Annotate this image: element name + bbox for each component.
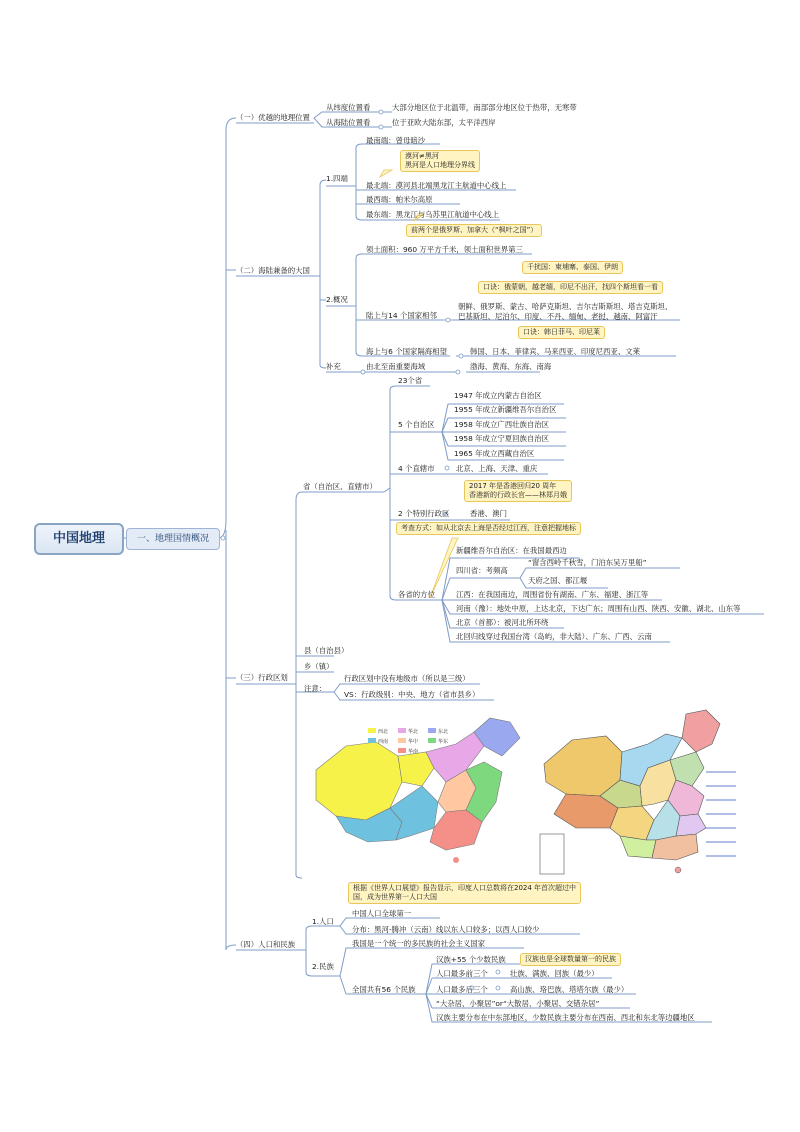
- note-heihe: 漠河≠黑河 黑河是人口地理分界线: [400, 150, 480, 172]
- note-pop: 根据《世界人口展望》报告显示，印度人口总数将在2024 年首次超过中 国，成为世界第一人口大国: [348, 882, 581, 904]
- pop-2: 分布：黑河-腾冲（云南）线以东人口较多；以西人口较少: [352, 925, 540, 934]
- sec3-title[interactable]: （三）行政区划: [236, 673, 288, 682]
- note-neighbors: 前两个是俄罗斯、加拿大（“枫叶之国”）: [406, 224, 542, 237]
- note-ganrao: 千扰国：柬埔寨、泰国、伊朗: [522, 261, 623, 274]
- prov-hainan: [675, 867, 681, 873]
- sec3-auto[interactable]: 5 个自治区: [398, 420, 435, 429]
- mz-last3-label: 人口最多后三个: [436, 985, 488, 994]
- legend-central: 华中: [408, 739, 419, 745]
- legend-southwest: 西南: [378, 739, 389, 745]
- sec2-bc-label: 由北至南重要海域: [366, 362, 426, 371]
- note-exam: 考查方式：如从北京去上海是否经过江西，注意把握地标: [396, 522, 581, 535]
- sec2-land-label: 陆上与14 个国家相邻: [366, 311, 437, 320]
- sec4-minzu[interactable]: 2.民族: [312, 962, 334, 971]
- sec3-zy2: VS：行政级别：中央、地方（省市县乡）: [344, 690, 480, 699]
- sec2-sea-countries: 韩国、日本、菲律宾、马来西亚、印度尼西亚、文莱: [470, 347, 640, 356]
- sec2-land-line2: 巴基斯坦、尼泊尔、印度、不丹、缅甸、老挝、越南、阿富汗: [458, 312, 658, 321]
- fw-jx: 江西：在我国南边，周围省份有湖南、广东、福建、浙江等: [456, 590, 649, 599]
- sec4-title[interactable]: （四）人口和民族: [236, 940, 296, 949]
- root-node[interactable]: 中国地理: [34, 523, 124, 555]
- sec3-zhuyi: 注意：: [304, 684, 327, 693]
- fw-sc: 四川省：考频高: [456, 566, 508, 575]
- fw-sc2: 天府之国、都江堰: [528, 576, 588, 585]
- sec2-title[interactable]: （二）海陆兼备的大国: [236, 266, 310, 275]
- island-hainan: [453, 857, 459, 863]
- note-koujue2: 口诀：韩日菲马、印尼莱: [518, 326, 605, 339]
- auto-item-1: 1947 年成立内蒙古自治区: [454, 391, 542, 400]
- sec2-bc-text: 渤海、黄海、东海、南海: [470, 362, 552, 371]
- fw-sc1: “窗含西岭千秋雪，门泊东吴万里船”: [528, 558, 647, 567]
- sec2-west: 最西端：帕米尔高原: [366, 195, 433, 204]
- sec3-p23: 23个省: [398, 376, 423, 385]
- sec2-gaikuang[interactable]: 2.概况: [326, 295, 348, 304]
- mz-dist: 汉族主要分布在中东部地区，少数民族主要分布在西南、西北和东北等边疆地区: [436, 1013, 695, 1022]
- sec2-buchong[interactable]: 补充: [326, 362, 341, 371]
- china-regions-map: [306, 712, 534, 872]
- sec1-lat-text: 大部分地区位于北温带，南部部分地区位于热带，无寒带: [392, 103, 577, 112]
- mz-top3: 壮族、满族、回族（最少）: [510, 969, 599, 978]
- auto-item-3: 1958 年成立广西壮族自治区: [454, 420, 550, 429]
- sec1-title[interactable]: （一）优越的地理位置: [236, 113, 310, 122]
- fw-hn: 河南（豫）：地处中原，上达北京，下达广东；周围有山西、陕西、安徽、湖北、山东等: [456, 604, 741, 613]
- auto-item-2: 1955 年成立新疆维吾尔自治区: [454, 405, 557, 414]
- sec3-sar[interactable]: 2 个特别行政区: [398, 509, 450, 518]
- fw-bj: 北京（首都）：被河北所环绕: [456, 618, 549, 627]
- pop-1: 中国人口全球第一: [352, 909, 412, 918]
- note-han: 汉族也是全球数量第一的民族: [520, 953, 621, 966]
- mz-mix: “大杂居、小聚居”or“大散居、小聚居、交错杂居”: [436, 999, 600, 1008]
- sec2-south: 最南端：曾母暗沙: [366, 136, 426, 145]
- sec2-north: 最北端：漠河县北端黑龙江主航道中心线上: [366, 181, 507, 190]
- sec3-muni-items: 北京、上海、天津、重庆: [456, 464, 538, 473]
- auto-item-5: 1965 年成立西藏自治区: [454, 449, 535, 458]
- legend-north: 华北: [408, 729, 419, 735]
- legend-northeast: 东北: [438, 729, 449, 735]
- legend-east: 华东: [438, 739, 449, 745]
- sec3-muni[interactable]: 4 个直辖市: [398, 464, 435, 473]
- auto-item-4: 1958 年成立宁夏回族自治区: [454, 434, 550, 443]
- overview-node[interactable]: 一、地理国情概况: [126, 528, 220, 550]
- mz-top3-label: 人口最多前三个: [436, 969, 488, 978]
- sec1-lat-label: 从纬度位置看: [326, 103, 371, 112]
- sec1-sea-label: 从海陆位置看: [326, 118, 371, 127]
- mz-1: 我国是一个统一的多民族的社会主义国家: [352, 939, 486, 948]
- mz-label: 全国共有56 个民族: [352, 985, 416, 994]
- sec3-zy1: 行政区划中没有地级市（所以是三级）: [344, 674, 470, 683]
- sec2-sidian[interactable]: 1.四端: [326, 174, 348, 183]
- legend-northwest: 西北: [378, 729, 389, 735]
- sec3-fangwei[interactable]: 各省的方位: [398, 590, 435, 599]
- legend-south: 华南: [408, 749, 419, 755]
- fw-xj: 新疆维吾尔自治区：在我国最西边: [456, 546, 567, 555]
- mz-han: 汉族+55 个少数民族: [436, 955, 506, 964]
- sec2-east: 最东端：黑龙江与乌苏里江航道中心线上: [366, 210, 500, 219]
- sec2-sea-label: 海上与6 个国家隔海相望: [366, 347, 447, 356]
- sec3-province[interactable]: 省（自治区、直辖市）: [303, 482, 377, 491]
- note-koujue1: 口诀：俄蒙朝，越老缅，印尼不出汗，找四个斯坦看一看: [478, 281, 663, 294]
- mz-last3: 高山族、珞巴族、塔塔尔族（最少）: [510, 985, 629, 994]
- sec2-land-line1: 朝鲜、俄罗斯、蒙古、哈萨克斯坦、吉尔吉斯斯坦、塔吉克斯坦、: [458, 302, 673, 311]
- china-provinces-map: [536, 704, 744, 880]
- sec2-area: 领土面积：960 万平方千米，领土面积世界第三: [366, 245, 523, 254]
- sec3-county: 县（自治县）: [304, 646, 349, 655]
- note-hk: 2017 年是香港回归20 周年 香港新的行政长官——林郑月娥: [464, 480, 572, 502]
- sec3-town: 乡（镇）: [304, 662, 334, 671]
- fw-hgx: 北回归线穿过我国台湾（岛屿，非大陆）、广东、广西、云南: [456, 632, 652, 641]
- sec1-sea-text: 位于亚欧大陆东部，太平洋西岸: [392, 118, 496, 127]
- sec3-sar-items: 香港、澳门: [470, 509, 507, 518]
- sec4-pop[interactable]: 1.人口: [312, 917, 334, 926]
